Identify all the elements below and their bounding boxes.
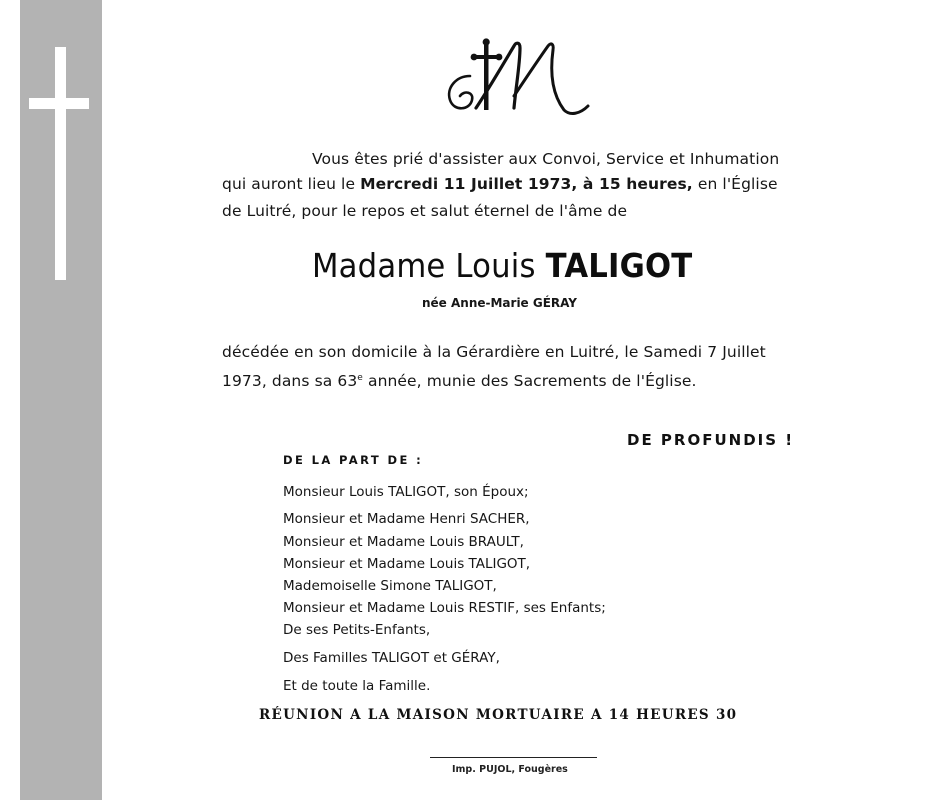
de-la-part-de-heading: DE LA PART DE : (283, 453, 424, 467)
invitation-line-2-end: en l'Église (697, 175, 778, 193)
deceased-surname: TALIGOT (545, 246, 693, 285)
invitation-line-2 (222, 174, 778, 194)
cross-icon-horizontal-bar (29, 98, 89, 109)
deceased-name (312, 244, 692, 288)
family-line: Monsieur et Madame Henri SACHER, (283, 511, 530, 527)
printer-imprint: Imp. PUJOL, Fougères (452, 764, 568, 775)
cross-monogram-icon (440, 36, 592, 122)
ceremony-date-time: Mercredi 11 Juillet 1973, à 15 heures, (360, 175, 693, 193)
family-line: Monsieur et Madame Louis BRAULT, (283, 534, 524, 550)
family-line: Monsieur Louis TALIGOT, son Époux; (283, 484, 529, 500)
family-line: De ses Petits-Enfants, (283, 622, 431, 638)
maiden-name: née Anne-Marie GÉRAY (422, 296, 577, 310)
family-line: Monsieur et Madame Louis TALIGOT, (283, 556, 531, 572)
family-line: Mademoiselle Simone TALIGOT, (283, 578, 497, 594)
death-notice-line-2 (222, 368, 697, 391)
deceased-title-name: Madame Louis (312, 246, 536, 285)
reunion-notice: RÉUNION A LA MAISON MORTUAIRE A 14 HEURES 30 (259, 707, 738, 723)
invitation-line-2-start: qui auront lieu le (222, 175, 356, 193)
divider (430, 757, 597, 758)
family-line: Et de toute la Famille. (283, 678, 431, 694)
cross-icon-vertical-bar (55, 47, 66, 280)
invitation-line-3: de Luitré, pour le repos et salut éternel de l'âme de (222, 202, 628, 220)
ordinal-suffix: e (357, 373, 363, 383)
death-notice-line-2-start: 1973, dans sa 63 (222, 372, 358, 391)
death-notice-line-2-end: année, munie des Sacrements de l'Église. (362, 372, 697, 391)
family-line: Monsieur et Madame Louis RESTIF, ses Enfants; (283, 600, 606, 616)
death-notice-line-1: décédée en son domicile à la Gérardière en Luitré, le Samedi 7 Juillet (222, 343, 766, 361)
invitation-line-1: Vous êtes prié d'assister aux Convoi, Service et Inhumation (312, 150, 780, 168)
family-line: Des Familles TALIGOT et GÉRAY, (283, 650, 500, 666)
de-profundis: DE PROFUNDIS ! (627, 431, 795, 449)
